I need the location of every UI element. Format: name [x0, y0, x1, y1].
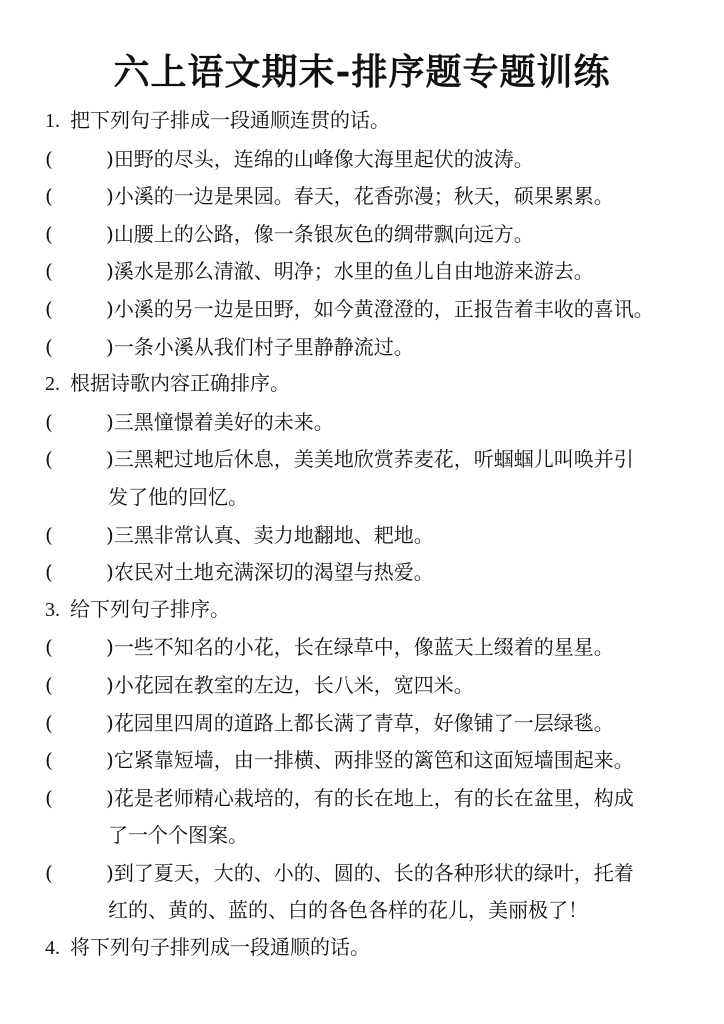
sentence-item-continuation [45, 817, 695, 855]
sentence-text: 小溪的一边是果园。春天，花香弥漫；秋天，硕果累累。 [113, 184, 614, 209]
close-paren: ) [106, 184, 114, 209]
sentence-text: 它紧靠短墙，由一排横、两排竖的篱笆和这面短墙围起来。 [113, 748, 634, 773]
open-paren: ( [45, 409, 53, 434]
sentence-item [45, 178, 695, 216]
close-paren: ) [106, 860, 114, 885]
sentence-text: 了一个个图案。 [108, 823, 248, 848]
sentence-text: 三黑耙过地后休息，美美地欣赏荞麦花，听蝈蝈儿叫唤并引 [113, 447, 634, 472]
sentence-text: 山腰上的公路，像一条银灰色的绸带飘向远方。 [113, 221, 534, 246]
sentence-item [45, 705, 695, 743]
answer-blank[interactable] [45, 780, 106, 818]
question-number: 2. [45, 373, 60, 396]
sentence-text: 花是老师精心栽培的，有的长在地上，有的长在盆里，构成 [113, 785, 634, 810]
sentence-text: 红的、黄的、蓝的、白的各色各样的花儿，美丽极了！ [108, 898, 588, 923]
close-paren: ) [106, 334, 114, 359]
open-paren: ( [45, 672, 53, 697]
close-paren: ) [106, 710, 114, 735]
open-paren: ( [45, 710, 53, 735]
answer-blank[interactable] [45, 742, 106, 780]
page-title: 六上语文期末-排序题专题训练 [113, 51, 611, 93]
open-paren: ( [45, 748, 53, 773]
sentence-text: 田野的尽头，连绵的山峰像大海里起伏的波涛。 [113, 146, 534, 171]
close-paren: ) [106, 447, 114, 472]
close-paren: ) [106, 221, 114, 246]
sentence-item [45, 441, 695, 479]
worksheet-body [45, 103, 695, 968]
open-paren: ( [45, 785, 53, 810]
question-heading [45, 592, 695, 630]
close-paren: ) [106, 409, 114, 434]
answer-blank[interactable] [45, 517, 106, 555]
sentence-text: 发了他的回忆。 [108, 484, 248, 509]
question-number: 1. [45, 110, 60, 132]
answer-blank[interactable] [45, 705, 106, 743]
answer-blank[interactable] [45, 667, 106, 705]
question-text: 根据诗歌内容正确排序。 [70, 373, 290, 396]
sentence-item [45, 291, 695, 329]
close-paren: ) [106, 672, 114, 697]
sentence-item [45, 329, 695, 367]
sentence-text: 三黑憧憬着美好的未来。 [113, 409, 334, 434]
question-number: 3. [45, 598, 60, 621]
answer-blank[interactable] [45, 291, 106, 329]
question-heading [45, 103, 695, 141]
question-heading [45, 930, 695, 968]
question-number: 4. [45, 937, 60, 960]
sentence-item-continuation [45, 892, 695, 930]
question-heading [45, 366, 695, 404]
answer-blank[interactable] [45, 629, 106, 667]
question-text: 将下列句子排列成一段通顺的话。 [70, 937, 370, 960]
sentence-text: 小花园在教室的左边，长八米，宽四米。 [113, 672, 474, 697]
sentence-item [45, 404, 695, 442]
sentence-item [45, 667, 695, 705]
sentence-item [45, 554, 695, 592]
sentence-text: 小溪的另一边是田野，如今黄澄澄的，正报告着丰收的喜讯。 [113, 296, 654, 321]
close-paren: ) [106, 785, 114, 810]
open-paren: ( [45, 635, 53, 660]
answer-blank[interactable] [45, 855, 106, 893]
sentence-item [45, 780, 695, 818]
sentence-item-continuation [45, 479, 695, 517]
sentence-item [45, 742, 695, 780]
answer-blank[interactable] [45, 141, 106, 179]
close-paren: ) [106, 522, 114, 547]
answer-blank[interactable] [45, 404, 106, 442]
open-paren: ( [45, 860, 53, 885]
open-paren: ( [45, 296, 53, 321]
question-text: 把下列句子排成一段通顺连贯的话。 [70, 110, 390, 132]
sentence-text: 农民对土地充满深切的渴望与热爱。 [113, 560, 434, 585]
open-paren: ( [45, 522, 53, 547]
close-paren: ) [106, 296, 114, 321]
close-paren: ) [106, 560, 114, 585]
open-paren: ( [45, 184, 53, 209]
sentence-item [45, 855, 695, 893]
open-paren: ( [45, 146, 53, 171]
answer-blank[interactable] [45, 554, 106, 592]
sentence-text: 三黑非常认真、卖力地翻地、耙地。 [113, 522, 434, 547]
sentence-item [45, 141, 695, 179]
answer-blank[interactable] [45, 178, 106, 216]
sentence-text: 花园里四周的道路上都长满了青草，好像铺了一层绿毯。 [113, 710, 614, 735]
answer-blank[interactable] [45, 253, 106, 291]
sentence-item [45, 216, 695, 254]
close-paren: ) [106, 635, 114, 660]
sentence-text: 溪水是那么清澈、明净；水里的鱼儿自由地游来游去。 [113, 259, 594, 284]
answer-blank[interactable] [45, 329, 106, 367]
close-paren: ) [106, 146, 114, 171]
sentence-item [45, 517, 695, 555]
open-paren: ( [45, 334, 53, 359]
open-paren: ( [45, 447, 53, 472]
sentence-text: 一条小溪从我们村子里静静流过。 [113, 334, 414, 359]
open-paren: ( [45, 221, 53, 246]
close-paren: ) [106, 259, 114, 284]
sentence-item [45, 253, 695, 291]
sentence-item [45, 629, 695, 667]
close-paren: ) [106, 748, 114, 773]
question-text: 给下列句子排序。 [70, 598, 230, 621]
sentence-text: 到了夏天，大的、小的、圆的、长的各种形状的绿叶，托着 [113, 860, 634, 885]
open-paren: ( [45, 560, 53, 585]
open-paren: ( [45, 259, 53, 284]
answer-blank[interactable] [45, 216, 106, 254]
sentence-text: 一些不知名的小花，长在绿草中，像蓝天上缀着的星星。 [113, 635, 614, 660]
answer-blank[interactable] [45, 441, 106, 479]
